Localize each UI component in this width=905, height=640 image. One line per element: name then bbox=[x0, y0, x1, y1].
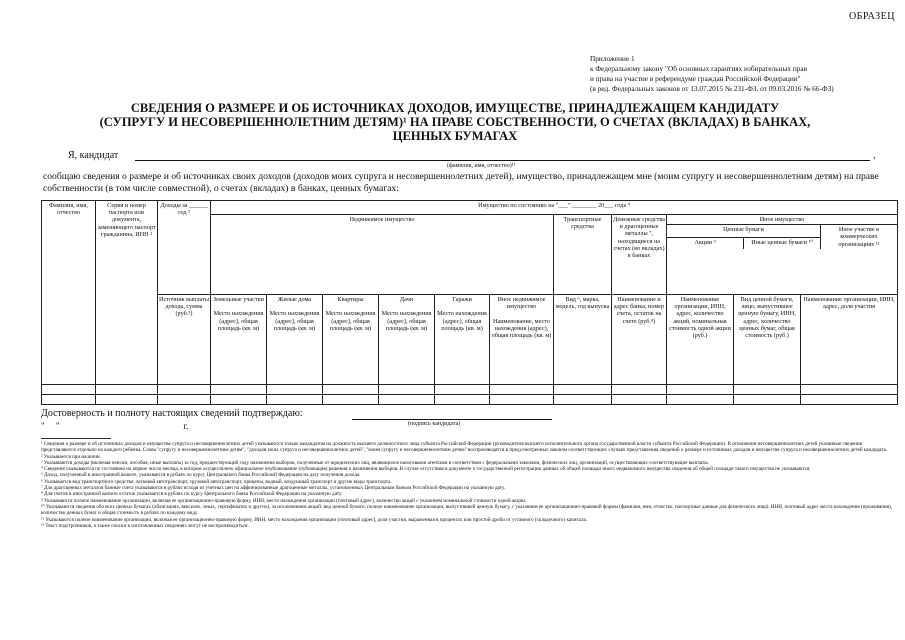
footnote: ⁸ Для счетов в иностранной валюте остаток указывается в рублях по курсу Центрального банка Российской Федерации на указанную дату. bbox=[41, 491, 343, 498]
candidate-label: Я, кандидат bbox=[68, 150, 119, 161]
table-cell[interactable] bbox=[42, 385, 96, 395]
signature-field[interactable] bbox=[352, 419, 552, 420]
land-label: Земельные участки bbox=[213, 296, 264, 303]
table-cell[interactable] bbox=[379, 385, 435, 395]
garages-label: Гаражи bbox=[452, 296, 472, 303]
table-cell[interactable] bbox=[267, 385, 323, 395]
dachas-label: Дачи bbox=[399, 296, 414, 303]
signature-caption: (подпись кандидата) bbox=[408, 421, 461, 427]
declaration-table bbox=[41, 200, 898, 405]
subheader-flats bbox=[323, 295, 379, 385]
table-cell[interactable] bbox=[158, 395, 211, 405]
other-re-label: Иное недвижимое имущество bbox=[497, 296, 546, 311]
table-cell[interactable] bbox=[554, 395, 612, 405]
flats-label: Квартиры bbox=[337, 296, 364, 303]
table-cell[interactable] bbox=[667, 395, 734, 405]
table-cell[interactable] bbox=[42, 395, 96, 405]
table-cell[interactable] bbox=[158, 385, 211, 395]
subheader-securities-desc: Вид ценной бумаги, лицо, выпустившее ценную бумагу, ИНН, адрес, количество ценных бумаг, общая стоимость (руб.) bbox=[734, 295, 801, 385]
table-cell[interactable] bbox=[667, 385, 734, 395]
appendix-line: (в ред. Федеральных законов от 13.07.2015 № 231-ФЗ, от 09.03.2016 № 66-ФЗ) bbox=[590, 84, 834, 93]
table-cell[interactable] bbox=[435, 385, 490, 395]
securities-subheader bbox=[667, 225, 897, 249]
table-row bbox=[42, 385, 898, 395]
document-title bbox=[70, 101, 840, 143]
header-other-securities: Иные ценные бумаги ¹⁰ bbox=[744, 237, 821, 249]
footnote: ¹ Сведения о размере и об источниках доходов и имуществе супруга и несовершеннолетних детей указываются только кандидатом на должность высшего должностного лица субъекта Российской Федерации (руководителя высшего исполнительного органа государственной власти субъекта Российской Федерации). В отношении несовершеннолетних детей указанные сведения представляются отдельно на каждого ребенка. Слова "супругу и несовершеннолетним детям", "доходов моих супруга и несовершеннолетних детей", "моим супругу и несовершеннолетним детям" воспроизводятся в предусмотренных законом соответствующих случаях представления сведений о размере и источниках доходов и имуществе супруга и несовершеннолетних детей кандидата. bbox=[41, 441, 888, 454]
sample-stamp: ОБРАЗЕЦ bbox=[848, 11, 895, 22]
footnote: ¹⁰ Указываются сведения обо всех ценных бумагах (облигациях, векселях, чеках, сертификатах и других), за исключением акций: вид ценной бумаги, полное наименование организации, выпустившей ценную бумагу, с указанием ее организационно-правовой формы (фамилия, имя, отчество, паспортные данные для физического лица), ИНН, почтовый адрес места нахождения (проживания), количество ценных бумаг и общая стоимость в рублях по каждому виду. bbox=[41, 503, 892, 517]
table-cell[interactable] bbox=[96, 385, 158, 395]
header-money: Денежные средства и драгоценные металлы ⁷, находящиеся на счетах (во вкладах) в банках bbox=[612, 215, 667, 295]
appendix-line: и права на участие в референдуме граждан Российской Федерации" bbox=[590, 74, 801, 83]
garages-desc: Место нахождения (адрес), общая площадь (кв. м) bbox=[437, 310, 487, 332]
table-cell[interactable] bbox=[734, 385, 801, 395]
subheader-shares-desc: Наименование организации, ИНН, адрес, количество акций, номинальная стоимость одной акции (руб.) bbox=[667, 295, 734, 385]
table-cell[interactable] bbox=[267, 395, 323, 405]
subheader-dachas bbox=[379, 295, 435, 385]
subheader-land bbox=[211, 295, 267, 385]
houses-label: Жилые дома bbox=[277, 296, 312, 303]
table-cell[interactable] bbox=[612, 395, 667, 405]
other-re-desc: Наименование, место нахождения (адрес), общая площадь (кв. м) bbox=[491, 317, 552, 340]
table-cell[interactable] bbox=[801, 395, 898, 405]
flats-desc: Место нахождения (адрес), общая площадь (кв. м) bbox=[325, 310, 376, 332]
header-income: Доходы за ______ год ³ bbox=[158, 201, 211, 295]
table-cell[interactable] bbox=[801, 385, 898, 395]
title-line: СВЕДЕНИЯ О РАЗМЕРЕ И ОБ ИСТОЧНИКАХ ДОХОДОВ, ИМУЩЕСТВЕ, ПРИНАДЛЕЖАЩЕМ КАНДИДАТУ bbox=[130, 101, 780, 115]
table-cell[interactable] bbox=[554, 385, 612, 395]
table-cell[interactable] bbox=[211, 385, 267, 395]
footnote: ⁴ Сведения указываются по состоянию на первое число месяца, в котором осуществлено официальное опубликование (публикация) решения о назначении выборов. В случае отсутствия в документе о государственной регистрации данных об общей площади иного недвижимого имущества сведения об общей площади такого имущества не указываются. bbox=[41, 466, 811, 473]
header-securities: Ценные бумаги bbox=[667, 225, 820, 237]
appendix-header bbox=[590, 54, 895, 94]
footnote: ¹² Текст подстрочников, а также сноски в изготовленных сведениях могут не воспроизводиться. bbox=[41, 522, 249, 529]
footnote: ⁹ Указываются полное наименование организации, включая ее организационно-правовую форму, ИНН, место нахождения организации (почтовый адрес), количество акций с указанием номинальной стоимости одной акции. bbox=[41, 497, 527, 504]
table-cell[interactable] bbox=[211, 395, 267, 405]
footnote: ³ Указываются доходы (включая пенсии, пособия, иные выплаты) за год, предшествующий году назначения выборов, полученные от юридических лиц, являющихся налоговыми агентами в соответствии с федеральными законами, физических лиц, организаций, осуществляющих соответствующие выплаты. bbox=[41, 459, 709, 466]
header-realestate: Недвижимое имущество bbox=[211, 215, 554, 295]
footnotes bbox=[41, 441, 897, 529]
table-cell[interactable] bbox=[612, 385, 667, 395]
candidate-name-field[interactable] bbox=[135, 160, 870, 161]
header-other-property bbox=[667, 215, 898, 295]
subheader-houses bbox=[267, 295, 323, 385]
header-shares: Акции ⁹ bbox=[667, 237, 744, 249]
table-cell[interactable] bbox=[323, 385, 379, 395]
date-field[interactable]: " " г. bbox=[41, 421, 189, 431]
table-cell[interactable] bbox=[323, 395, 379, 405]
intro-text: сообщаю сведения о размере и об источниках своих доходов (доходов моих супруга и несовершеннолетних детей), имущество, принадлежащем мне (моим супругу и несовершеннолетним детям) на праве собственности (в том числе совместной), о счетах (вкладах) в банках, ценных бумагах: bbox=[43, 171, 879, 194]
table-row bbox=[42, 395, 898, 405]
subheader-bank-desc: Наименование и адрес банка, номер счета, остаток на счете (руб.⁸) bbox=[612, 295, 667, 385]
title-line: ЦЕННЫХ БУМАГАХ bbox=[392, 129, 518, 143]
dachas-desc: Место нахождения (адрес), общая площадь (кв. м) bbox=[381, 310, 432, 332]
table-cell[interactable] bbox=[435, 395, 490, 405]
table-cell[interactable] bbox=[490, 385, 554, 395]
houses-desc: Место нахождения (адрес), общая площадь (кв. м) bbox=[269, 310, 320, 332]
subheader-other-realestate bbox=[490, 295, 554, 385]
subheader-garages bbox=[435, 295, 490, 385]
fio-caption: (фамилия, имя, отчество)¹² bbox=[447, 163, 516, 169]
header-other-participation: Иное участие в коммерческих организациях ¹¹ bbox=[838, 226, 880, 248]
table-cell[interactable] bbox=[734, 395, 801, 405]
subheader-income-source: Источник выплаты дохода, сумма (руб.⁵) bbox=[158, 295, 211, 385]
title-line: (СУПРУГУ И НЕСОВЕРШЕННОЛЕТНИМ ДЕТЯМ)¹ НА ПРАВЕ СОБСТВЕННОСТИ, О СЧЕТАХ (ВКЛАДАХ) В БАНКАХ, bbox=[99, 115, 811, 129]
footnote: ⁷ Для драгоценных металлов банные счета указываются в рублях исходя из учетных цен на аффинированные драгоценные металлы, установленных Центральным банком Российской Федерации на указанную дату. bbox=[41, 485, 506, 492]
header-property: Имущество по состоянию на "___" ________ 20___ года ⁴ bbox=[211, 201, 898, 215]
footnote: ⁵ Доход, полученный в иностранной валюте, указывается в рублях по курсу Центрального банка Российской Федерации на дату получения дохода. bbox=[41, 472, 361, 479]
header-transport: Транспортные средства bbox=[554, 215, 612, 295]
appendix-line: Приложение 1 bbox=[590, 54, 635, 63]
header-passport: Серия и номер паспорта или документа, заменяющего паспорт гражданина, ИНН ² bbox=[96, 201, 158, 385]
table-cell[interactable] bbox=[379, 395, 435, 405]
footnote: ⁶ Указывается вид транспортного средства: легковой автотранспорт, грузовой автотранспорт, прицепы, водный, воздушный транспорт и другие виды транспорта. bbox=[41, 478, 392, 485]
subheader-transport-desc: Вид ⁶, марка, модель, год выпуска bbox=[554, 295, 612, 385]
table-cell[interactable] bbox=[490, 395, 554, 405]
footnote: ² Указывается при наличии. bbox=[41, 453, 101, 460]
candidate-comma: , bbox=[873, 150, 876, 161]
footnote-separator bbox=[41, 438, 111, 439]
appendix-line: к Федеральному закону "Об основных гарантиях избирательных прав bbox=[590, 64, 808, 73]
subheader-participation-desc: Наименование организации, ИНН, адрес, доля участия bbox=[801, 295, 898, 385]
table-cell[interactable] bbox=[96, 395, 158, 405]
land-desc: Место нахождения (адрес), общая площадь (кв. м) bbox=[213, 310, 264, 332]
header-fio: Фамилия, имя, отчество bbox=[42, 201, 96, 385]
other-property-label: Иное имущество bbox=[667, 215, 897, 225]
confirm-text: Достоверность и полноту настоящих сведений подтверждаю: bbox=[41, 408, 303, 419]
footnote: ¹¹ Указываются полное наименование организации, включая ее организационно-правовую форму, ИНН, место нахождения организации (почтовый адрес), доля участия, выраженная в процентах или простой дроби от уставного (складочного) капитала. bbox=[41, 516, 588, 523]
